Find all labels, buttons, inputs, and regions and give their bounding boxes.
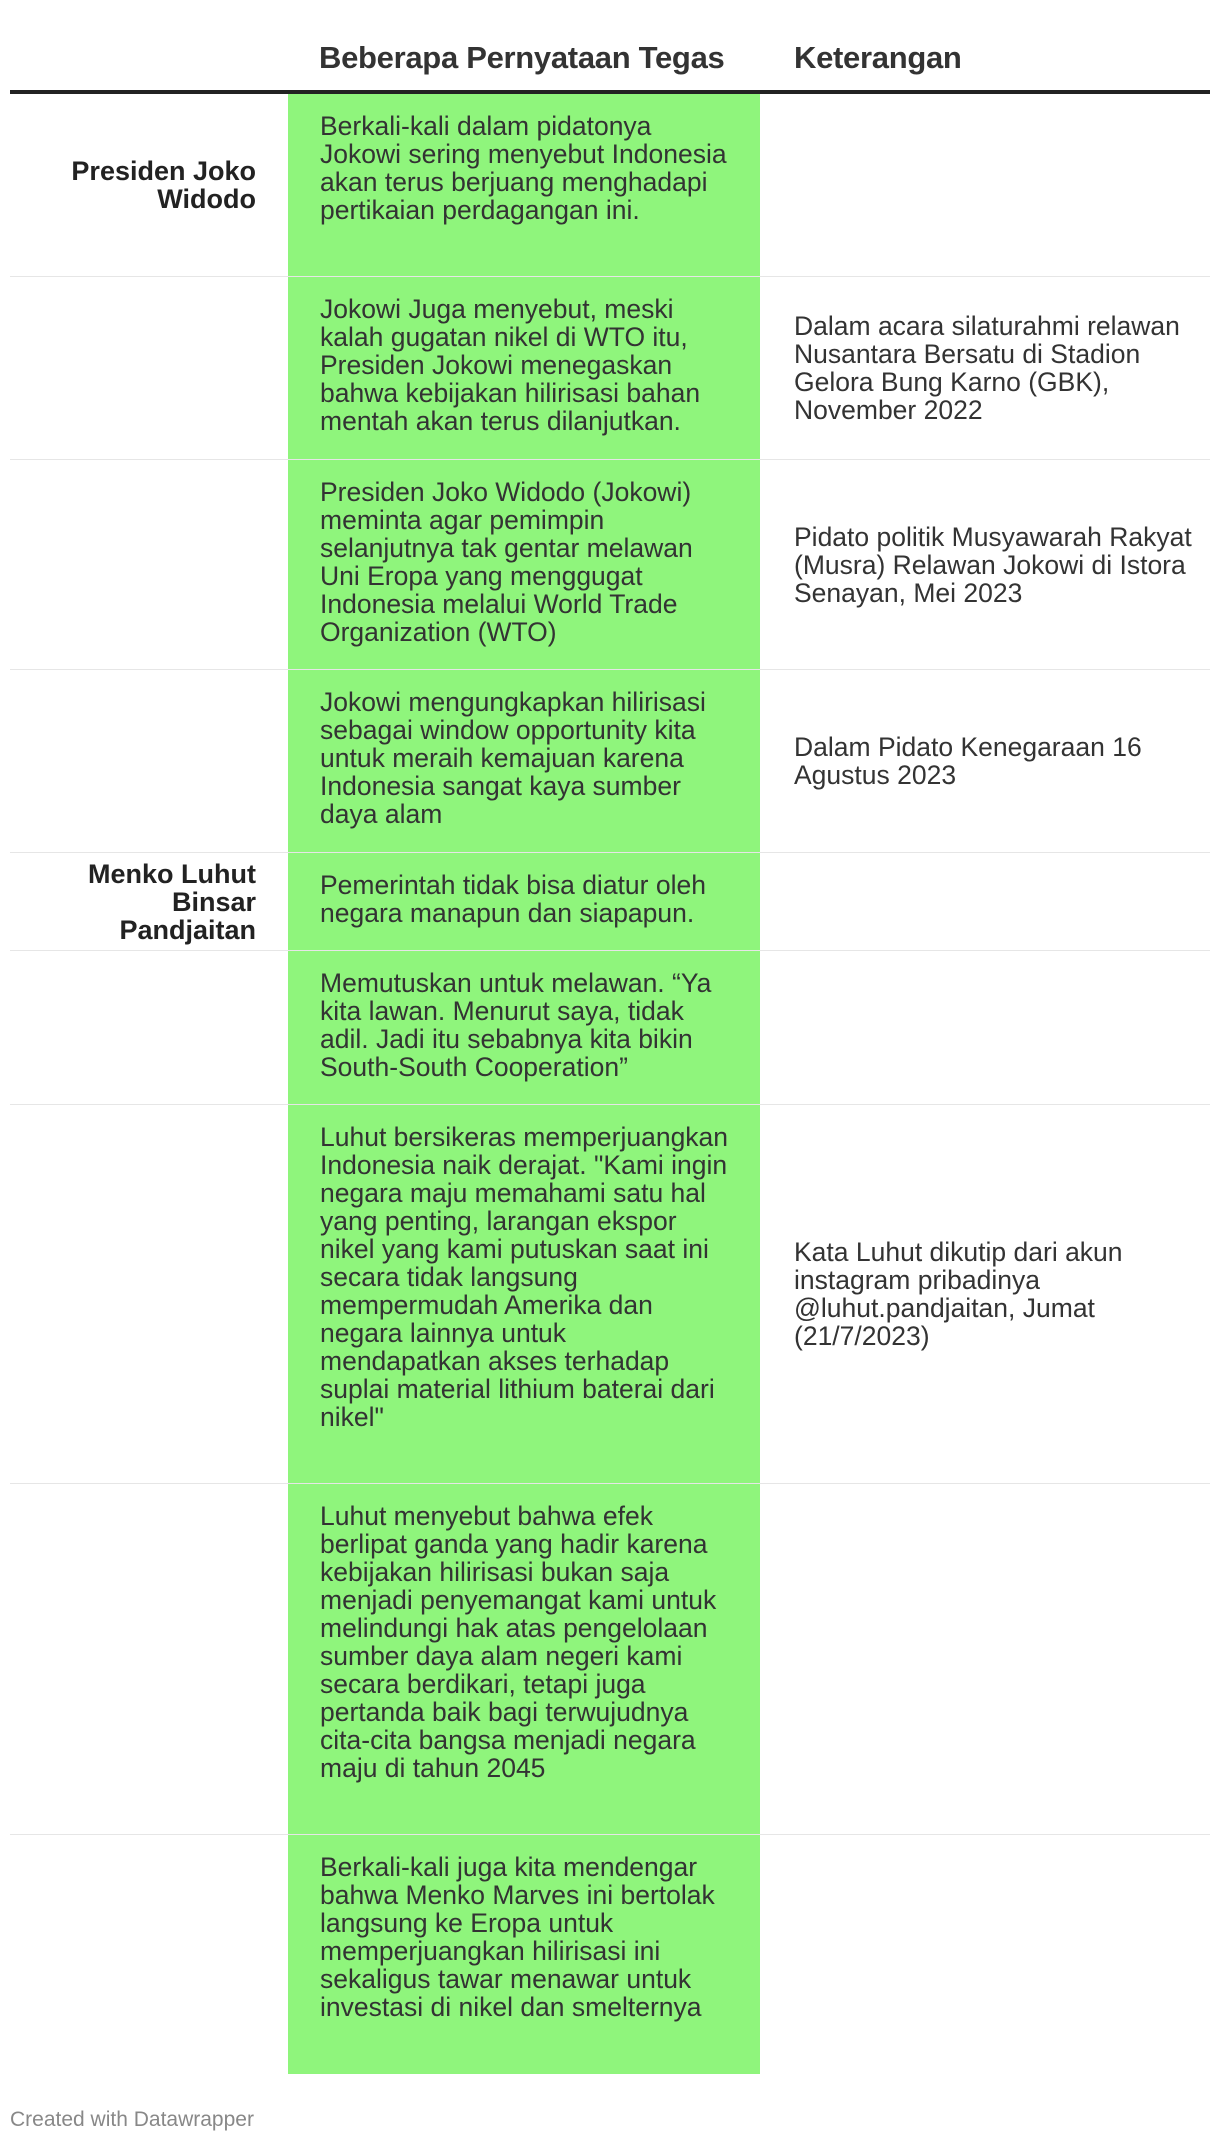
keterangan-cell [794, 951, 1210, 1104]
keterangan-cell [794, 853, 1210, 950]
table-header [10, 0, 1210, 94]
table-row [10, 460, 1210, 670]
keterangan-cell [794, 94, 1210, 276]
table-row [10, 853, 1210, 951]
statements-table [10, 94, 1210, 2074]
footer-credit[interactable]: Created with Datawrapper [10, 2108, 254, 2131]
speaker-cell [10, 951, 256, 1104]
column-header-statement[interactable]: Beberapa Pernyataan Tegas [319, 40, 725, 75]
speaker-cell [10, 1484, 256, 1834]
table-row [10, 1105, 1210, 1484]
speaker-cell [10, 460, 256, 669]
keterangan-cell [794, 1484, 1210, 1834]
column-header-keterangan[interactable]: Keterangan [794, 40, 962, 75]
statement-cell: Pemerintah tidak bisa diatur oleh negara manapun dan siapapun. [288, 853, 760, 950]
speaker-cell [10, 277, 256, 459]
speaker-cell [10, 1835, 256, 2074]
statement-cell: Presiden Joko Widodo (Jokowi) meminta agar pemimpin selanjutnya tak gentar melawan Uni Eropa yang menggugat Indonesia melalui World Trade Organization (WTO) [288, 460, 760, 669]
speaker-cell [10, 670, 256, 852]
table-row [10, 94, 1210, 277]
keterangan-cell: Dalam Pidato Kenegaraan 16 Agustus 2023 [794, 732, 1142, 790]
statement-cell: Berkali-kali dalam pidatonya Jokowi sering menyebut Indonesia akan terus berjuang menghadapi pertikaian perdagangan ini. [288, 94, 760, 276]
statement-cell: Luhut menyebut bahwa efek berlipat ganda yang hadir karena kebijakan hilirisasi bukan saja menjadi penyemangat kami untuk melindungi hak atas pengelolaan sumber daya alam negeri kami secara berdikari, tetapi juga pertanda baik bagi terwujudnya cita-cita bangsa menjadi negara maju di tahun 2045 [288, 1484, 760, 1834]
table-row [10, 951, 1210, 1105]
speaker-cell [10, 1105, 256, 1483]
table-row [10, 670, 1210, 853]
keterangan-cell: Dalam acara silaturahmi relawan Nusantara Bersatu di Stadion Gelora Bung Karno (GBK), November 2022 [794, 311, 1180, 425]
table-row [10, 1835, 1210, 2074]
keterangan-cell: Kata Luhut dikutip dari akun instagram pribadinya @luhut.pandjaitan, Jumat (21/7/2023) [794, 1237, 1123, 1351]
speaker-cell: Menko Luhut Binsar Pandjaitan [88, 858, 256, 945]
statement-cell: Luhut bersikeras memperjuangkan Indonesia naik derajat. "Kami ingin negara maju memahami satu hal yang penting, larangan ekspor nikel yang kami putuskan saat ini secara tidak langsung mempermudah Amerika dan negara lainnya untuk mendapatkan akses terhadap suplai material lithium baterai dari nikel" [288, 1105, 760, 1483]
keterangan-cell: Pidato politik Musyawarah Rakyat (Musra) Relawan Jokowi di Istora Senayan, Mei 2023 [794, 521, 1192, 608]
table-row [10, 277, 1210, 460]
statement-cell: Memutuskan untuk melawan. “Ya kita lawan. Menurut saya, tidak adil. Jadi itu sebabnya kita bikin South-South Cooperation” [288, 951, 760, 1104]
statement-cell: Jokowi mengungkapkan hilirisasi sebagai window opportunity kita untuk meraih kemajuan karena Indonesia sangat kaya sumber daya alam [288, 670, 760, 852]
keterangan-cell [794, 1835, 1210, 2074]
table-row [10, 1484, 1210, 1835]
speaker-cell: Presiden Joko Widodo [71, 156, 256, 214]
statement-cell: Berkali-kali juga kita mendengar bahwa Menko Marves ini bertolak langsung ke Eropa untuk memperjuangkan hilirisasi ini sekaligus tawar menawar untuk investasi di nikel dan smelternya [288, 1835, 760, 2074]
statement-cell: Jokowi Juga menyebut, meski kalah gugatan nikel di WTO itu, Presiden Jokowi menegaskan bahwa kebijakan hilirisasi bahan mentah akan terus dilanjutkan. [288, 277, 760, 459]
